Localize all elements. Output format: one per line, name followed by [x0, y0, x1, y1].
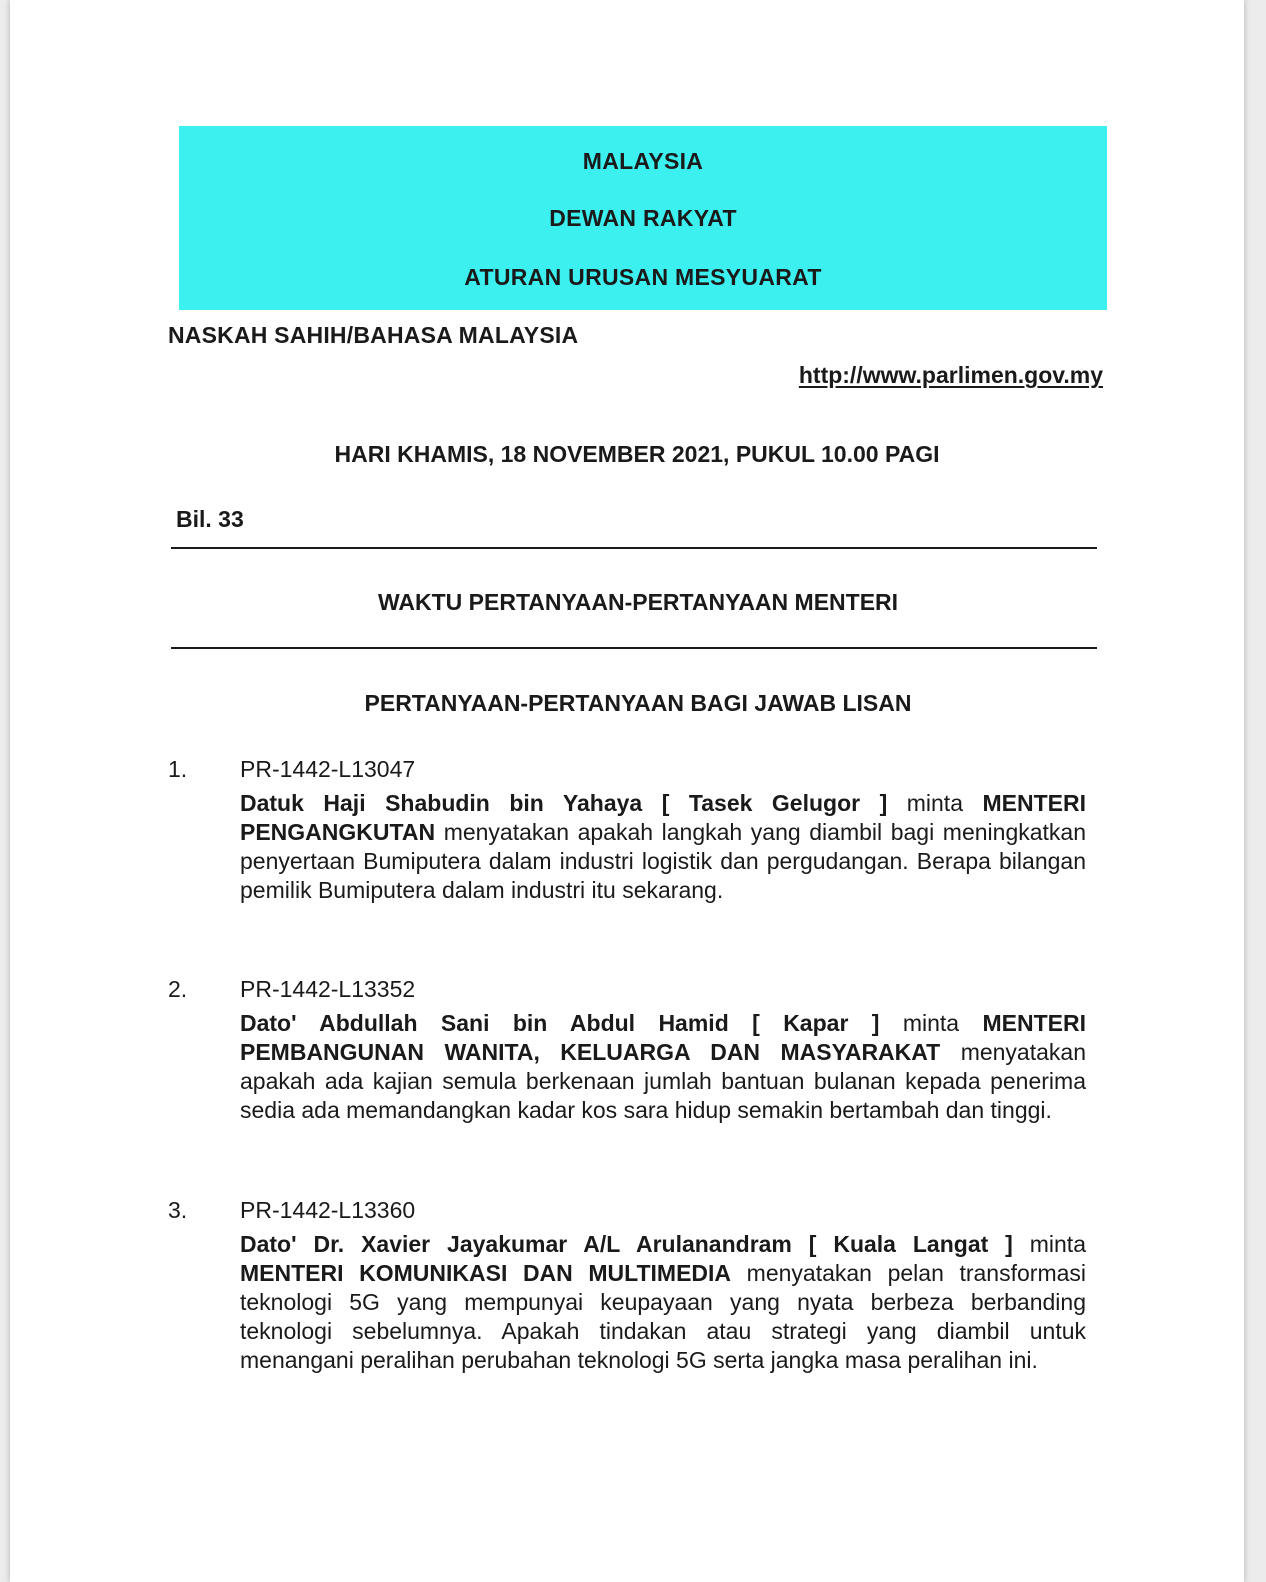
question-text: menyatakan apakah langkah yang diambil bagi meningkatkan penyertaan Bumiputera dalam industri logistik dan pergudangan. Berapa bilangan pemilik Bumiputera dalam industri itu sekarang. — [240, 819, 1087, 903]
question-member: Dato' Dr. Xavier Jayakumar A/L Arulanandram [ Kuala Langat ] — [240, 1231, 1013, 1257]
question-member: Datuk Haji Shabudin bin Yahaya [ Tasek Gelugor ] — [240, 790, 888, 816]
question-body — [240, 789, 1086, 905]
question-number: 3. — [168, 1197, 188, 1223]
parliament-link[interactable]: http://www.parlimen.gov.my — [798, 362, 1103, 388]
subsection-title: PERTANYAAN-PERTANYAAN BAGI JAWAB LISAN — [364, 690, 912, 716]
issue-number: Bil. 33 — [176, 506, 244, 532]
question-connector: minta — [1029, 1231, 1086, 1257]
question-code: PR-1442-L13360 — [240, 1197, 416, 1223]
version-label: NASKAH SAHIH/BAHASA MALAYSIA — [168, 322, 579, 348]
question-text: menyatakan pelan transformasi teknologi 5G yang mempunyai keupayaan yang nyata berbeza berbanding teknologi sebelumnya. Apakah tindakan atau strategi yang diambil untuk menangani peralihan perubahan teknologi 5G serta jangka masa peralihan ini. — [240, 1260, 1087, 1373]
question-ministry: MENTERI KOMUNIKASI DAN MULTIMEDIA — [240, 1260, 732, 1286]
question-code: PR-1442-L13352 — [240, 976, 416, 1002]
house-title: DEWAN RAKYAT — [549, 205, 737, 231]
question-member: Dato' Abdullah Sani bin Abdul Hamid [ Kapar ] — [240, 1010, 880, 1036]
session-date: HARI KHAMIS, 18 NOVEMBER 2021, PUKUL 10.00 PAGI — [334, 441, 940, 467]
document-title: ATURAN URUSAN MESYUARAT — [464, 264, 822, 290]
question-number: 1. — [168, 756, 188, 782]
question-body — [240, 1009, 1086, 1125]
header-banner — [179, 126, 1107, 310]
divider-bottom — [171, 647, 1097, 649]
question-connector: minta — [902, 1010, 960, 1036]
question-connector: minta — [906, 790, 963, 816]
question-code: PR-1442-L13047 — [240, 756, 416, 782]
question-ministry: MENTERI PENGANGKUTAN — [240, 790, 1087, 845]
divider-top — [171, 547, 1097, 549]
question-number: 2. — [168, 976, 188, 1002]
question-ministry: MENTERI PEMBANGUNAN WANITA, KELUARGA DAN MASYARAKAT — [240, 1010, 1087, 1065]
section-title: WAKTU PERTANYAAN-PERTANYAAN MENTERI — [377, 589, 899, 615]
question-text: menyatakan apakah ada kajian semula berkenaan jumlah bantuan bulanan kepada penerima sedia ada memandangkan kadar kos sara hidup semakin bertambah dan tinggi. — [240, 1039, 1086, 1123]
question-body — [240, 1230, 1086, 1375]
country-title: MALAYSIA — [582, 148, 704, 174]
